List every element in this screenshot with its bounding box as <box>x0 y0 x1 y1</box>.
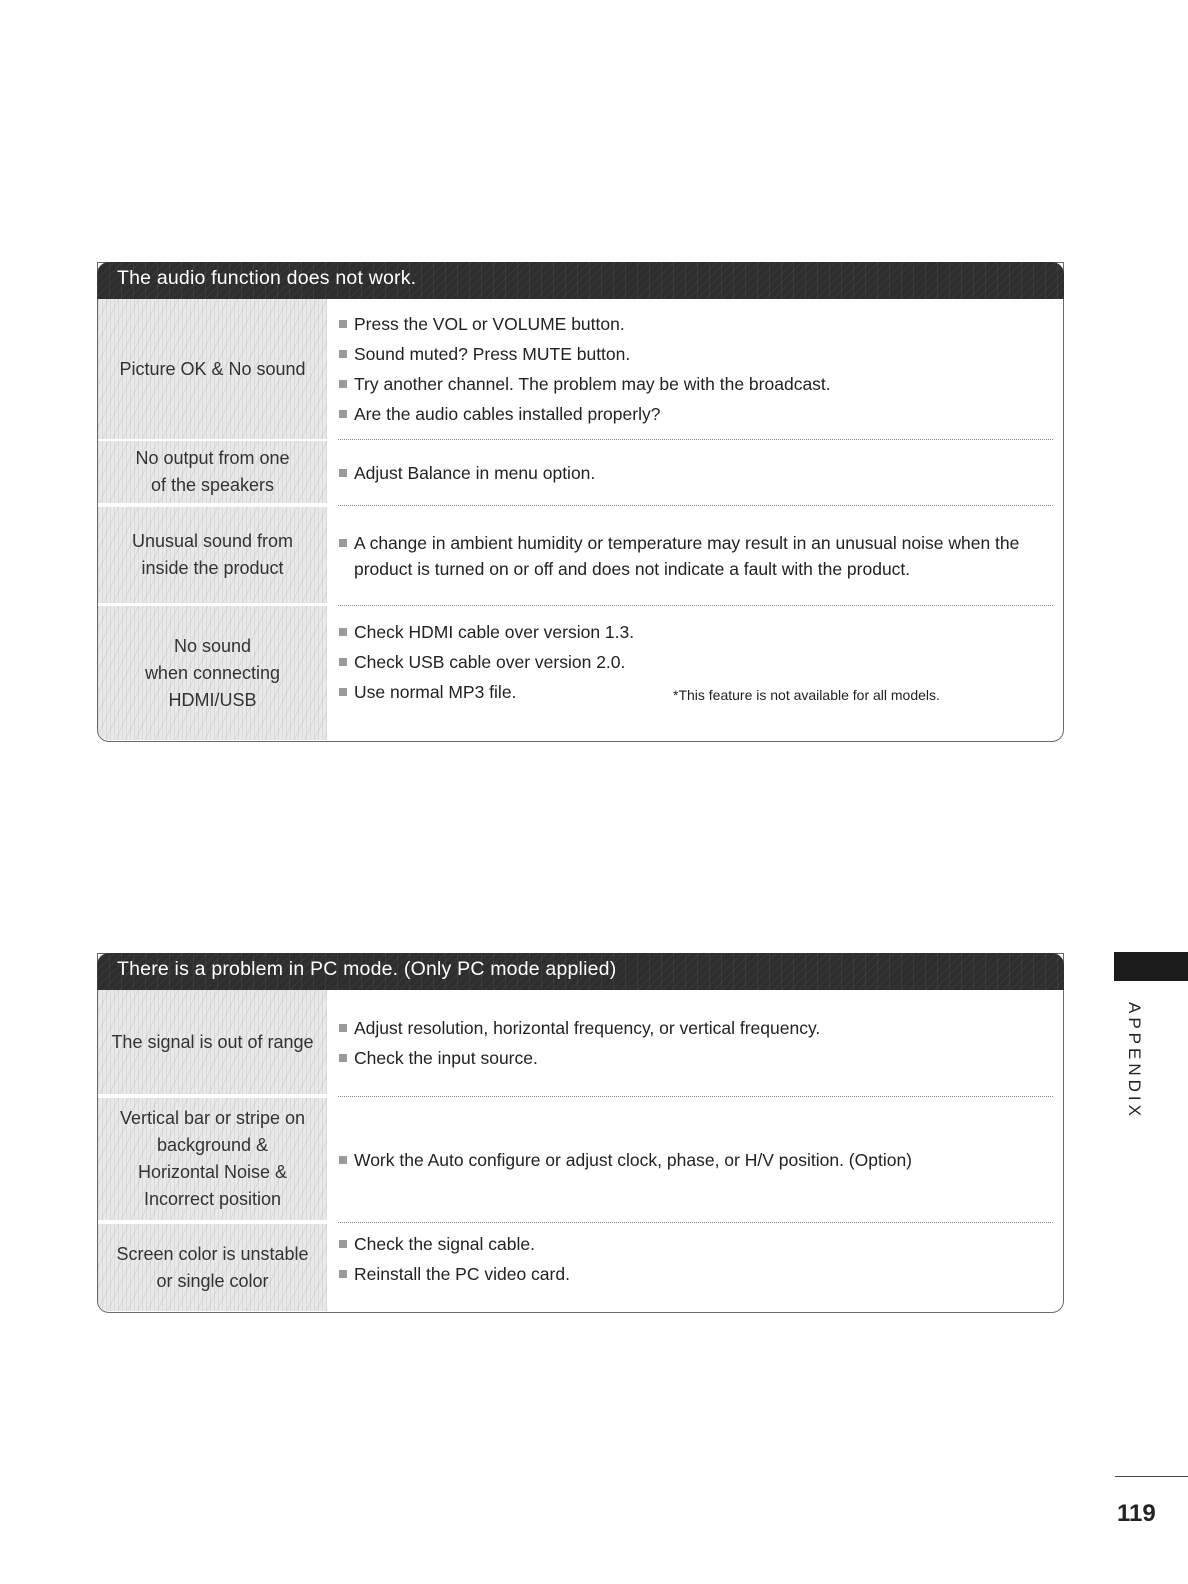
list-item: Press the VOL or VOLUME button. <box>338 309 1053 339</box>
page-number: 119 <box>1117 1500 1156 1527</box>
table-header-title: The audio function does not work. <box>117 267 417 289</box>
list-item: Sound muted? Press MUTE button. <box>338 339 1053 369</box>
list-item: Adjust Balance in menu option. <box>338 458 1053 488</box>
list-item: Work the Auto configure or adjust clock, phase, or H/V position. (Option) <box>338 1145 1053 1175</box>
cause-cell: Unusual sound from inside the product <box>98 507 327 603</box>
list-item: Check USB cable over version 2.0. <box>338 647 1053 677</box>
cause-cell: The signal is out of range <box>98 990 327 1094</box>
pc-mode-troubleshooting-table <box>97 953 1064 1313</box>
list-item: Adjust resolution, horizontal frequency, or vertical frequency. <box>338 1013 1053 1043</box>
audio-troubleshooting-table <box>97 262 1064 742</box>
list-item: Use normal MP3 file. <box>338 677 1053 707</box>
solution-cell <box>338 299 1053 440</box>
cause-cell: Picture OK & No sound <box>98 299 327 439</box>
section-tab-marker <box>1114 952 1188 981</box>
list-item: Check the input source. <box>338 1043 1053 1073</box>
list-item: Check the signal cable. <box>338 1229 1053 1259</box>
table-header-title: There is a problem in PC mode. (Only PC mode applied) <box>117 958 617 980</box>
list-item: Are the audio cables installed properly? <box>338 399 1053 429</box>
table-header <box>97 953 1064 990</box>
list-item: Reinstall the PC video card. <box>338 1259 1053 1289</box>
solution-cell <box>338 441 1053 506</box>
solution-cell <box>338 507 1053 606</box>
cause-cell: Screen color is unstable or single color <box>98 1224 327 1311</box>
footnote: *This feature is not available for all models. <box>673 687 940 703</box>
page-number-rule <box>1115 1476 1188 1477</box>
cause-cell: Vertical bar or stripe on background & Horizontal Noise & Incorrect position <box>98 1098 327 1220</box>
list-item: Try another channel. The problem may be with the broadcast. <box>338 369 1053 399</box>
cause-cell: No sound when connecting HDMI/USB <box>98 606 327 740</box>
table-header <box>97 262 1064 299</box>
list-item: A change in ambient humidity or temperature may result in an unusual noise when the product is turned on or off and does not indicate a fault with the product. <box>338 530 1053 582</box>
section-side-label: APPENDIX <box>1125 1002 1144 1120</box>
solution-cell <box>338 990 1053 1097</box>
list-item: Check HDMI cable over version 1.3. <box>338 617 1053 647</box>
solution-cell <box>338 1224 1053 1294</box>
solution-cell <box>338 1098 1053 1223</box>
cause-cell: No output from one of the speakers <box>98 441 327 503</box>
